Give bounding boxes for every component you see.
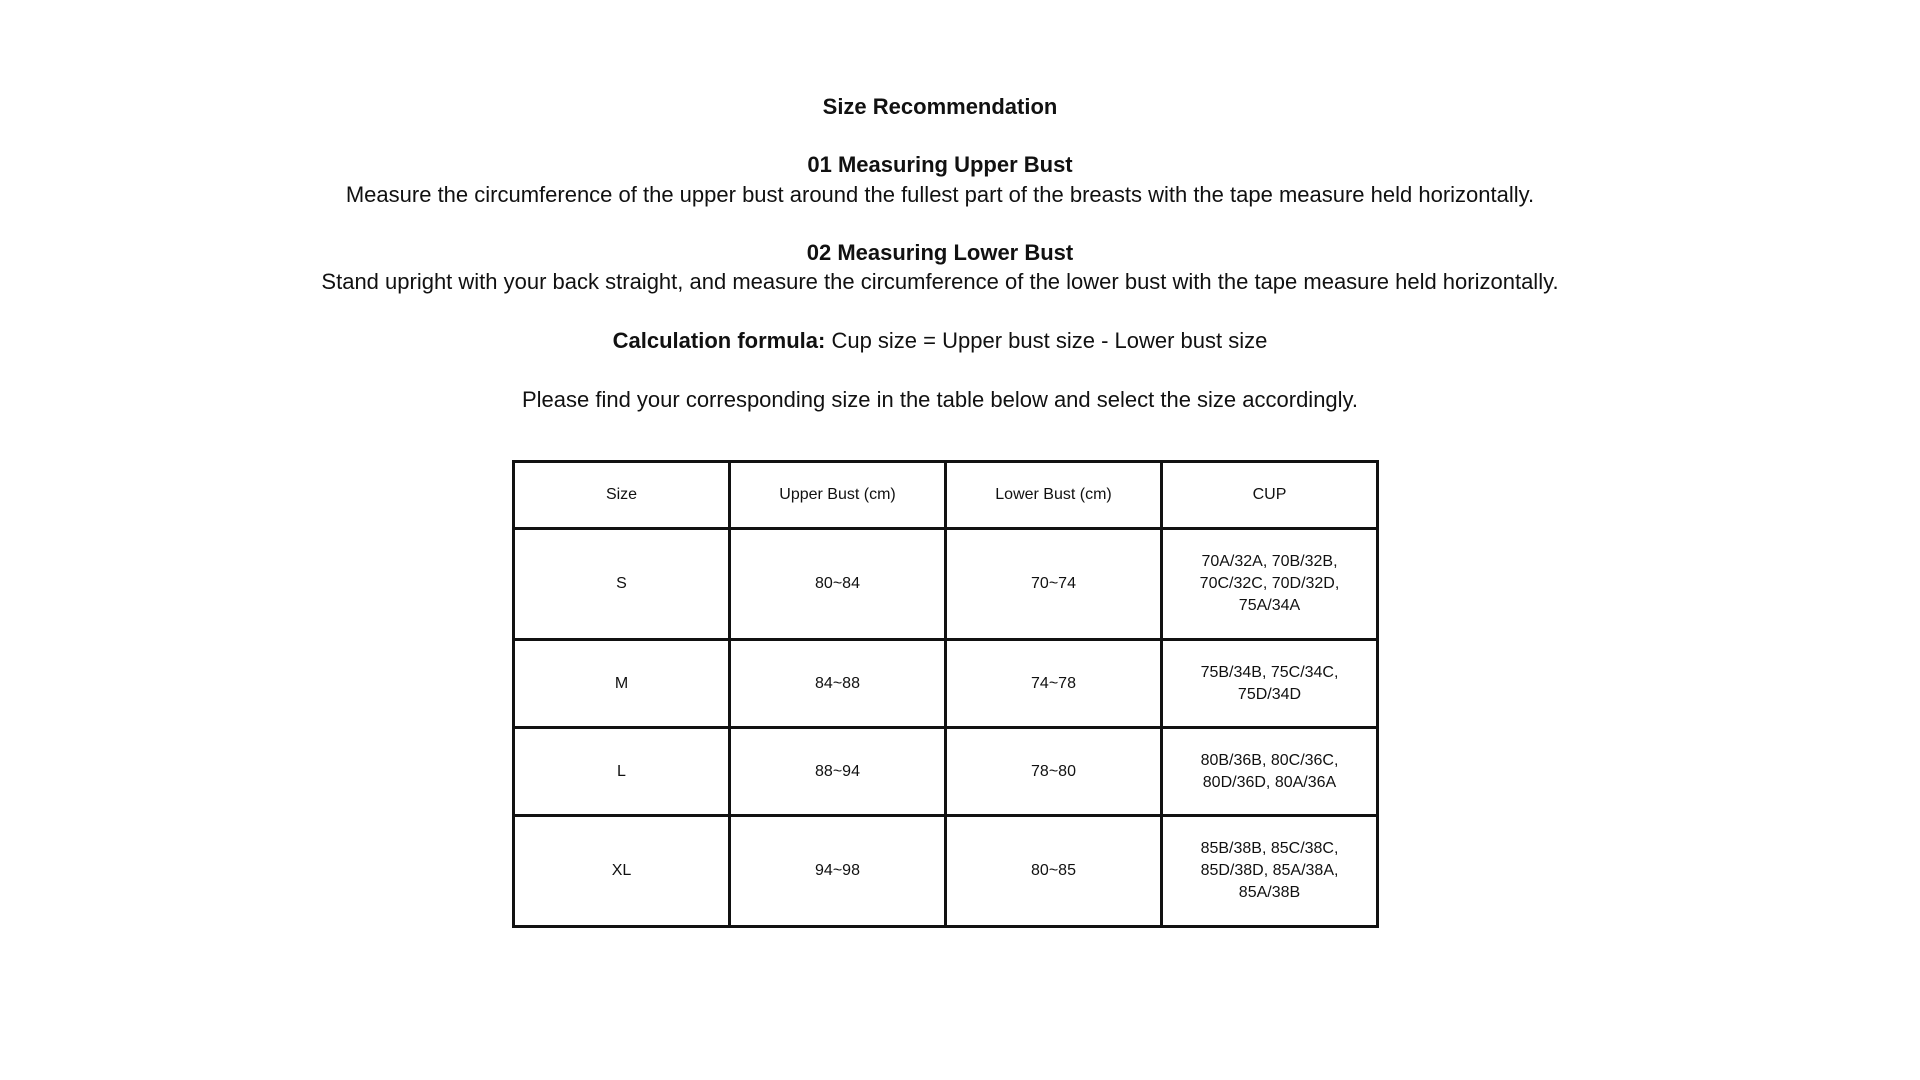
header-size: Size [514,462,730,529]
cup-values: 70A/32A, 70B/32B, 70C/32C, 70D/32D, 75A/34A [1199,553,1340,614]
cup-values: 80B/36B, 80C/36C, 80D/36D, 80A/36A [1200,751,1339,791]
header-cup: CUP [1162,462,1378,529]
calculation-formula [0,326,1880,356]
upper-bust-cell: 88~94 [730,728,946,816]
table-row [514,640,1378,728]
cup-cell [1162,816,1378,927]
header-upper-bust: Upper Bust (cm) [730,462,946,529]
upper-bust-cell: 84~88 [730,640,946,728]
formula-text: Cup size = Upper bust size - Lower bust size [825,328,1268,353]
cup-cell [1162,728,1378,816]
size-chart-table [512,460,1379,928]
formula-label: Calculation formula: [612,328,826,353]
cup-cell [1162,640,1378,728]
cup-values: 85B/38B, 85C/38C, 85D/38D, 85A/38A, 85A/38B [1200,840,1339,901]
header-lower-bust: Lower Bust (cm) [946,462,1162,529]
lower-bust-cell: 70~74 [946,529,1162,640]
table-row [514,728,1378,816]
lower-bust-heading: 02 Measuring Lower Bust [806,240,1074,265]
lower-bust-cell: 80~85 [946,816,1162,927]
size-cell: S [514,529,730,640]
lower-bust-instructions: Stand upright with your back straight, and measure the circumference of the lower bust with the tape measure held horizontally. [321,269,1559,294]
upper-bust-heading: 01 Measuring Upper Bust [807,152,1073,177]
page-title: Size Recommendation [822,94,1058,119]
size-cell: M [514,640,730,728]
size-cell: XL [514,816,730,927]
upper-bust-instructions: Measure the circumference of the upper bust around the fullest part of the breasts with the tape measure held horizontally. [345,182,1535,207]
lower-bust-cell: 74~78 [946,640,1162,728]
upper-bust-cell: 94~98 [730,816,946,927]
cup-cell [1162,529,1378,640]
lower-bust-cell: 78~80 [946,728,1162,816]
size-cell: L [514,728,730,816]
upper-bust-cell: 80~84 [730,529,946,640]
table-row [514,529,1378,640]
cup-values: 75B/34B, 75C/34C, 75D/34D [1200,663,1339,703]
table-header-row [514,462,1378,529]
table-note: Please find your corresponding size in the table below and select the size accordingly. [521,387,1359,412]
table-row [514,816,1378,927]
